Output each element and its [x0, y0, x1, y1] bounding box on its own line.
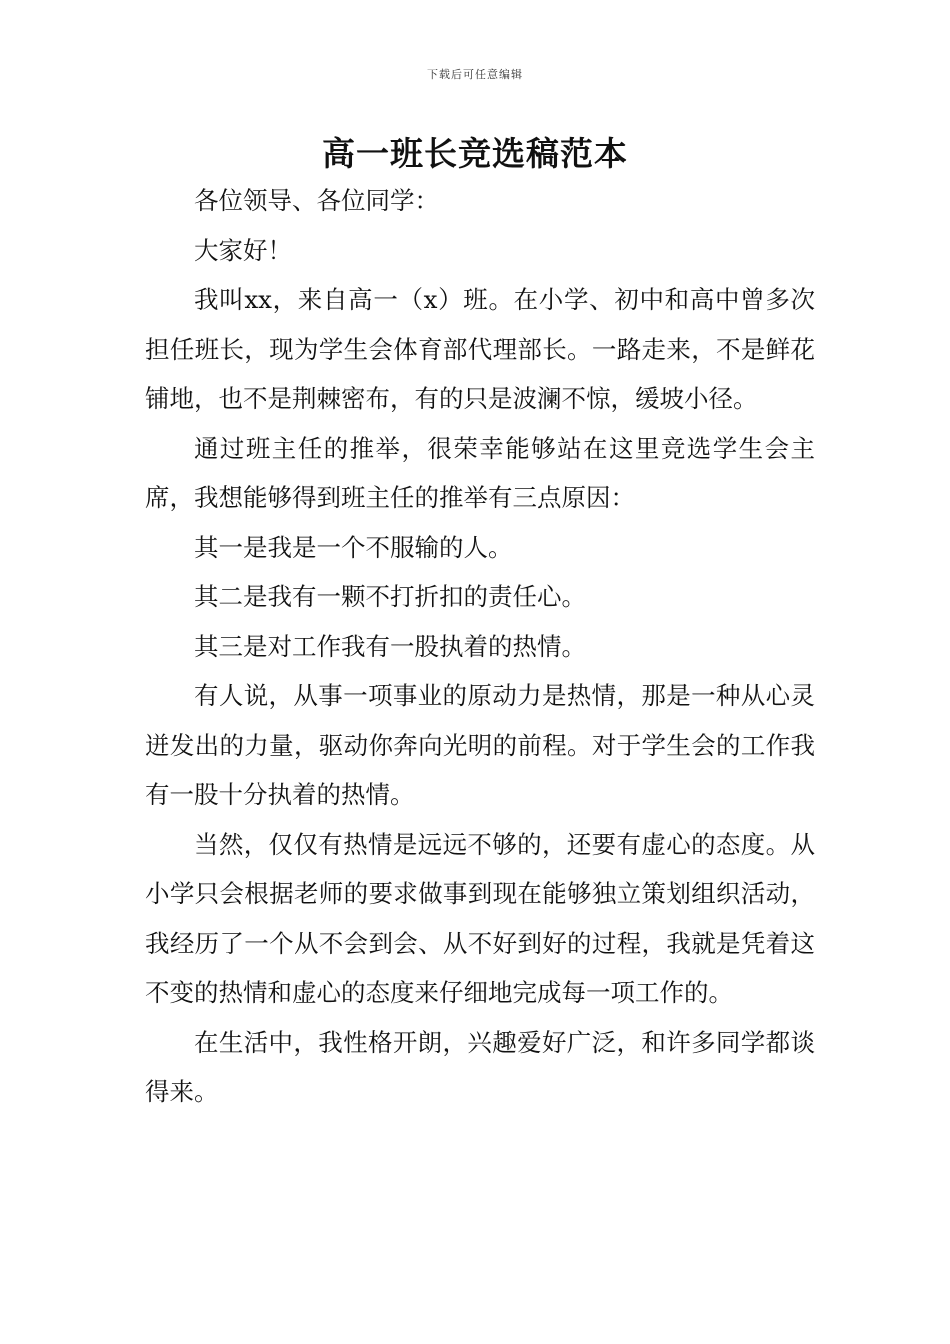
paragraph-reason-1: 其一是我是一个不服输的人。 — [194, 532, 513, 562]
paragraph-recommendation: 通过班主任的推举，很荣幸能够站在这里竞选学生会主席，我想能够得到班主任的推举有三点原因： — [145, 433, 815, 512]
paragraph-life: 在生活中，我性格开朗，兴趣爱好广泛，和许多同学都谈得来。 — [145, 1027, 815, 1106]
document-body — [145, 176, 815, 1117]
paragraph-reason-3: 其三是对工作我有一股执着的热情。 — [194, 631, 586, 661]
paragraph-reason-2: 其二是我有一颗不打折扣的责任心。 — [194, 582, 586, 611]
paragraph-attitude: 当然，仅仅有热情是远远不够的，还要有虚心的态度。从小学只会根据老师的要求做事到现在能够独立策划组织活动，我经历了一个从不会到会、从不好到好的过程，我就是凭着这不变的热情和虚心的态度来仔细地完成每一项工作的。 — [145, 829, 815, 1007]
paragraph-greeting: 大家好！ — [194, 235, 292, 265]
header-note: 下载后可任意编辑 — [427, 68, 523, 81]
paragraph-introduction: 我叫xx，来自高一（x）班。在小学、初中和高中曾多次担任班长，现为学生会体育部代理部长。一路走来，不是鲜花铺地，也不是荆棘密布，有的只是波澜不惊，缓坡小径。 — [145, 285, 815, 413]
paragraph-passion: 有人说，从事一项事业的原动力是热情，那是一种从心灵迸发出的力量，驱动你奔向光明的前程。对于学生会的工作我有一股十分执着的热情。 — [145, 681, 815, 809]
document-title: 高一班长竞选稿范本 — [322, 134, 628, 173]
paragraph-salutation: 各位领导、各位同学： — [194, 186, 439, 215]
